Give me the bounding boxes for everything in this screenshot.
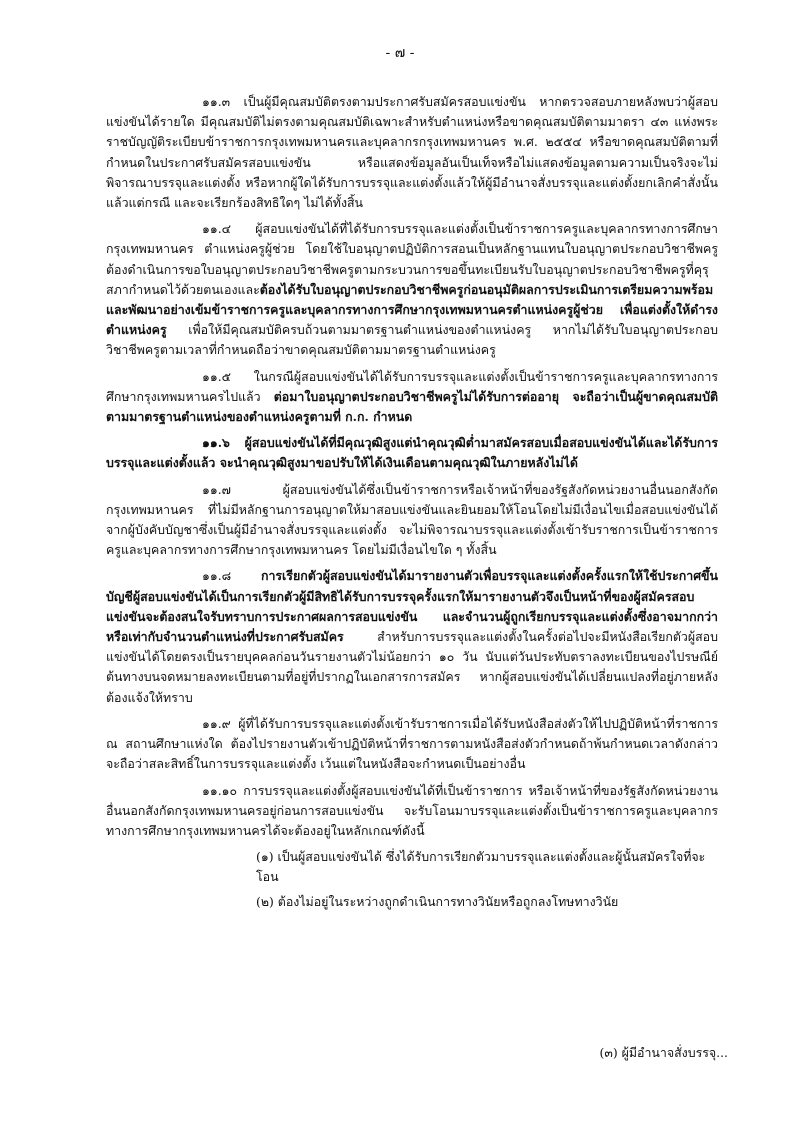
paragraph-11-8 [106, 566, 718, 707]
paragraph-text: เพื่อให้มีคุณสมบัติครบถ้วนตามมาตรฐานตำแหน่งของตำแหน่งครู หากไม่ได้รับใบอนุญาตประกอบวิชาชีพครูตามเวลาที่กำหนดถือว่าขาดคุณสมบัติตามมาตรฐานตำแหน่งครู [106, 322, 718, 358]
paragraph-11-9 [106, 714, 718, 775]
bold-text: ต้องได้รับใบอนุญาตประกอบวิชาชีพครูก่อนอนุมัติผลการประเมินการเตรียมความพร้อมและพัฒนาอย่างเข้มข้าราชการครูและบุคลากรทางการศึกษากรุงเทพมหานครตำแหน่งครูผู้ช่วย เพื่อแต่งตั้งให้ดำรงตำแหน่งครู [106, 281, 718, 338]
document-body [106, 92, 718, 912]
paragraph-text: ๑๑.๘ [202, 568, 261, 584]
sub-item-1: (๑) เป็นผู้สอบแข่งขันได้ ซึ่งได้รับการเรียกตัวมาบรรจุและแต่งตั้งและผู้นั้นสมัครใจที่จะโอน [256, 849, 706, 885]
paragraph-11-7 [106, 480, 718, 561]
paragraph-text: ๑๑.๔ ผู้สอบแข่งขันได้ที่ได้รับการบรรจุและแต่งตั้งเป็นข้าราชการครูและบุคลากรทางการศึกษากรุงเทพมหานคร ตำแหน่งครูผู้ช่วย โดยใช้ใบอนุญาตปฏิบัติการสอนเป็นหลักฐานแทนใบอนุญาตประกอบวิชาชีพครูต้องดำเนินการขอใบอนุญาตประกอบวิชาชีพครูตามกระบวนการขอขึ้นทะเบียนรับใบอนุญาตประกอบวิชาชีพครูที่คุรุสภากำหนดไว้ด้วยตนเองและ [106, 221, 718, 297]
paragraph-text: ๑๑.๓ เป็นผู้มีคุณสมบัติตรงตามประกาศรับสมัครสอบแข่งขัน หากตรวจสอบภายหลังพบว่าผู้สอบแข่งขันได้รายใด มีคุณสมบัติไม่ตรงตามคุณสมบัติเฉพาะสำหรับตำแหน่งหรือขาดคุณสมบัติตามมาตรา ๔๓ แห่งพระราชบัญญัติระเบียบข้าราชการกรุงเทพมหานครและบุคลากรกรุงเทพมหานคร พ.ศ. ๒๕๕๔ หรือขาดคุณสมบัติตามที่กำหนดในประกาศรับสมัครสอบแข่งขัน หรือแสดงข้อมูลอันเป็นเท็จหรือไม่แสดงข้อมูลตามความเป็นจริงจะไม่พิจารณาบรรจุและแต่งตั้ง หรือหากผู้ใดได้รับการบรรจุและแต่งตั้งแล้วให้ผู้มีอำนาจสั่งบรรจุและแต่งตั้งยกเลิกคำสั่งนั้น แล้วแต่กรณี และจะเรียกร้องสิทธิใดๆ ไม่ได้ทั้งสิ้น [106, 94, 718, 211]
paragraph-11-5 [106, 367, 718, 428]
paragraph-11-10 [106, 781, 718, 842]
bold-text: ต่อมาใบอนุญาตประกอบวิชาชีพครูไม่ได้รับการต่ออายุ จะถือว่าเป็นผู้ขาดคุณสมบัติตามมาตรฐานตำแหน่งของตำแหน่งครูตามที่ ก.ก. กำหนด [106, 388, 718, 425]
paragraph-text: ๑๑.๗ ผู้สอบแข่งขันได้ซึ่งเป็นข้าราชการหรือเจ้าหน้าที่ของรัฐสังกัดหน่วยงานอื่นนอกสังกัดกรุงเทพมหานคร ที่ไม่มีหลักฐานการอนุญาตให้มาสอบแข่งขันและยินยอมให้โอนโดยไม่มีเงื่อนไขเมื่อสอบแข่งขันได้จากผู้บังคับบัญชาซึ่งเป็นผู้มีอำนาจสั่งบรรจุและแต่งตั้ง จะไม่พิจารณาบรรจุและแต่งตั้งเข้ารับราชการเป็นข้าราชการครูและบุคลากรทางการศึกษากรุงเทพมหานคร โดยไม่มีเงื่อนไขใด ๆ ทั้งสิ้น [106, 481, 718, 558]
paragraph-text: สำหรับการบรรจุและแต่งตั้งในครั้งต่อไปจะมีหนังสือเรียกตัวผู้สอบแข่งขันได้โดยตรงเป็นรายบุคคลก่อนวันรายงานตัวไม่น้อยกว่า ๑๐ วัน นับแต่วันประทับตราลงทะเบียนของไปรษณีย์ต้นทางบนจดหมายลงทะเบียนตามที่อยู่ที่ปรากฏในเอกสารการสมัคร หากผู้สอบแข่งขันได้เปลี่ยนแปลงที่อยู่ภายหลังต้องแจ้งให้ทราบ [106, 629, 718, 705]
paragraph-11-3 [106, 92, 718, 213]
paragraph-text: ๑๑.๑๐ การบรรจุและแต่งตั้งผู้สอบแข่งขันได้ที่เป็นข้าราชการ หรือเจ้าหน้าที่ของรัฐสังกัดหน่วยงานอื่นนอกสังกัดกรุงเทพมหานครอยู่ก่อนการสอบแข่งขัน จะรับโอนมาบรรจุและแต่งตั้งเป็นข้าราชการครูและบุคลากรทางการศึกษากรุงเทพมหานครได้จะต้องอยู่ในหลักเกณฑ์ดังนี้ [106, 782, 718, 838]
paragraph-11-6 [106, 433, 718, 473]
sub-item-2: (๒) ต้องไม่อยู่ในระหว่างถูกดำเนินการทางวินัยหรือถูกลงโทษทางวินัย [256, 893, 619, 909]
paragraph-text: ๑๑.๕ ในกรณีผู้สอบแข่งขันได้ได้รับการบรรจุและแต่งตั้งเป็นข้าราชการครูและบุคลากรทางการศึกษากรุงเทพมหานครไปแล้ว [106, 368, 718, 404]
bold-text: การเรียกตัวผู้สอบแข่งขันได้มารายงานตัวเพื่อบรรจุและแต่งตั้งครั้งแรกให้ใช้ประกาศขึ้นบัญชีผู้สอบแข่งขันได้เป็นการเรียกตัวผู้มีสิทธิได้รับการบรรจุครั้งแรกให้มารายงานตัวจึงเป็นหน้าที่ของผู้สมัครสอบแข่งขันจะต้องสนใจรับทราบการประกาศผลการสอบแข่งขัน และจำนวนผู้ถูกเรียกบรรจุและแต่งตั้งซึ่งอาจมากกว่าหรือเท่ากับจำนวนตำแหน่งที่ประกาศรับสมัคร [106, 568, 718, 645]
bold-text: ๑๑.๖ ผู้สอบแข่งขันได้ที่มีคุณวุฒิสูงแต่นำคุณวุฒิต่ำมาสมัครสอบเมื่อสอบแข่งขันได้และได้รับการบรรจุและแต่งตั้งแล้ว จะนำคุณวุฒิสูงมาขอปรับให้ได้เงินเดือนตามคุณวุฒิในภายหลังไม่ได้ [106, 435, 718, 471]
page-number: - ๗ - [385, 45, 415, 61]
paragraph-text: ๑๑.๙ ผู้ที่ได้รับการบรรจุและแต่งตั้งเข้ารับราชการเมื่อได้รับหนังสือส่งตัวให้ไปปฏิบัติหน้าที่ราชการ ณ สถานศึกษาแห่งใด ต้องไปรายงานตัวเข้าปฏิบัติหน้าที่ราชการตามหนังสือส่งตัวกำหนดถ้าพ้นกำหนดเวลาดังกล่าวจะถือว่าสละสิทธิ์ในการบรรจุและแต่งตั้ง เว้นแต่ในหนังสือจะกำหนดเป็นอย่างอื่น [106, 715, 718, 772]
paragraph-11-4 [106, 219, 718, 360]
continued-text: (๓) ผู้มีอำนาจสั่งบรรจุ... [599, 1045, 728, 1060]
